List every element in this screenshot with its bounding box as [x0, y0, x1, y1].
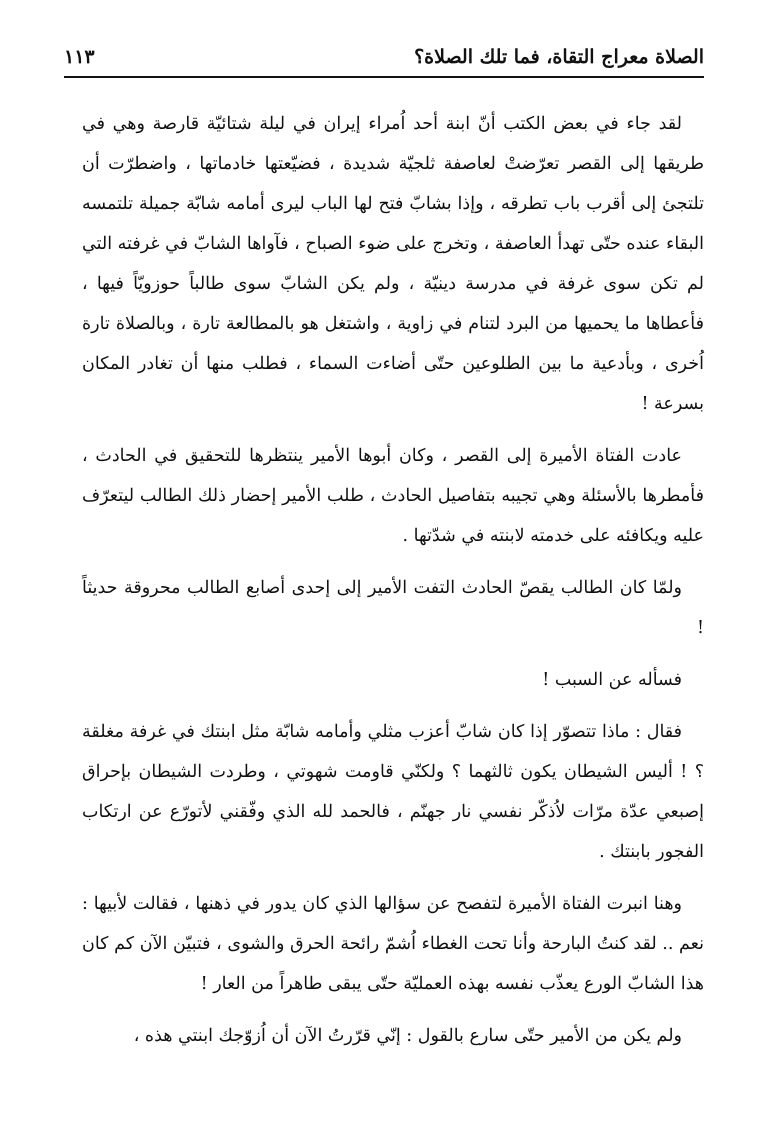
body-text	[82, 104, 704, 1068]
paragraph-1: لقد جاء في بعض الكتب أنّ ابنة أحد اُمراء إيران في ليلة شتائيّة قارصة وهي في طريقها إلى القصر تعرّضتْ لعاصفة ثلجيّة شديدة ، فضيّعتها خادماتها ، واضطرّت أن تلتجئ إلى أقرب باب تطرقه ، وإذا بشابّ فتح لها الباب ليرى أمامه شابّة جميلة تلتمسه البقاء عنده حتّى تهدأ العاصفة ، وتخرج على ضوء الصباح ، فآواها الشابّ في غرفته التي لم تكن سوى غرفة في مدرسة دينيّة ، ولم يكن الشابّ سوى طالباً حوزويّاً فيها ، فأعطاها ما يحميها من البرد لتنام في زاوية ، واشتغل هو بالمطالعة تارة ، وبالصلاة تارة اُخرى ، وبأدعية ما بين الطلوعين حتّى أضاءت السماء ، فطلب منها أن تغادر المكان بسرعة !	[82, 114, 705, 414]
paragraph-7: ولم يكن من الأمير حتّى سارع بالقول : إنّي قرّرتُ الآن أن اُزوّجك ابنتي هذه ،	[133, 1026, 682, 1046]
page-header	[64, 38, 704, 78]
paragraph-6: وهنا انبرت الفتاة الأميرة لتفصح عن سؤالها الذي كان يدور في ذهنها ، فقالت لأبيها : نعم .. لقد كنتُ البارحة وأنا تحت الغطاء اُشمّ رائحة الحرق والشوى ، فتبيّن الآن كم كان هذا الشابّ الورع يعذّب نفسه بهذه العمليّة حتّى يبقى طاهراً من العار !	[82, 894, 704, 994]
paragraph-5: فقال : ماذا تتصوّر إذا كان شابّ أعزب مثلي وأمامه شابّة مثل ابنتك في غرفة مغلقة ؟ ! أليس الشيطان يكون ثالثهما ؟ ولكنّي قاومت شهوتي ، وطردت الشيطان بإحراق إصبعي عدّة مرّات لاُذكّر نفسي نار جهنّم ، فالحمد لله الذي وفّقني لأتورّع عن ارتكاب الفجور بابنتك .	[82, 722, 704, 862]
running-title: الصلاة معراج التقاة، فما تلك الصلاة؟	[414, 46, 704, 68]
page-number: ١١٣	[64, 46, 95, 68]
paragraph-4: فسأله عن السبب !	[542, 670, 682, 690]
paragraph-3: ولمّا كان الطالب يقصّ الحادث التفت الأمير إلى إحدى أصابع الطالب محروقة حديثاً !	[82, 578, 704, 638]
paragraph-2: عادت الفتاة الأميرة إلى القصر ، وكان أبوها الأمير ينتظرها للتحقيق في الحادث ، فأمطرها بالأسئلة وهي تجيبه بتفاصيل الحادث ، طلب الأمير إحضار ذلك الطالب ليتعرّف عليه ويكافئه على خدمته لابنته في شدّتها .	[82, 446, 704, 546]
header-rule	[64, 76, 704, 78]
